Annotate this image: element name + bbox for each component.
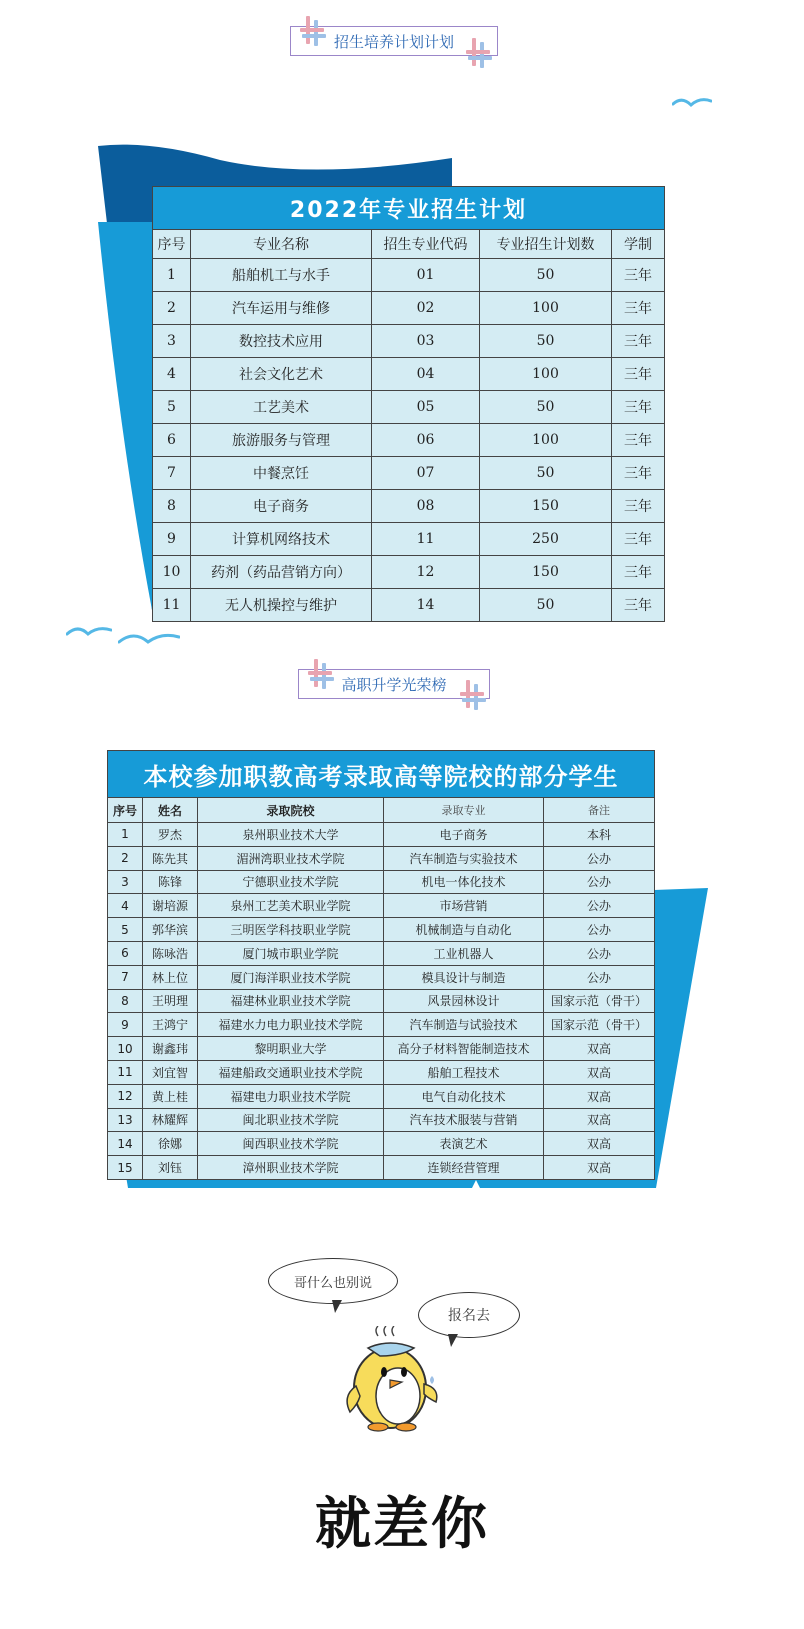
- table-cell: 罗杰: [143, 823, 198, 847]
- table-cell: 07: [372, 457, 480, 490]
- table-cell: 闽北职业技术学院: [198, 1108, 384, 1132]
- table-cell: 15: [108, 1156, 143, 1180]
- table-cell: 150: [480, 490, 612, 523]
- table-cell: 公办: [544, 918, 655, 942]
- table-cell: 汽车制造与实验技术: [384, 846, 544, 870]
- table-cell: 连锁经营管理: [384, 1156, 544, 1180]
- table-cell: 100: [480, 424, 612, 457]
- table-cell: 双高: [544, 1132, 655, 1156]
- table-row: [108, 989, 655, 1013]
- table-cell: 1: [108, 823, 143, 847]
- table-cell: 9: [108, 1013, 143, 1037]
- table-row: [153, 391, 665, 424]
- table-cell: 双高: [544, 1084, 655, 1108]
- table-cell: 5: [153, 391, 191, 424]
- col-header: 招生专业代码: [372, 230, 480, 259]
- table-cell: 中餐烹饪: [191, 457, 372, 490]
- table-cell: 14: [108, 1132, 143, 1156]
- honor-table-header-row: [108, 798, 655, 823]
- table-cell: 4: [153, 358, 191, 391]
- table-cell: 5: [108, 918, 143, 942]
- table-cell: 工业机器人: [384, 941, 544, 965]
- table-cell: 50: [480, 391, 612, 424]
- section-header-honor-label: 高职升学光荣榜: [341, 675, 447, 694]
- table-cell: 50: [480, 259, 612, 292]
- table-cell: 11: [108, 1060, 143, 1084]
- table-cell: 8: [153, 490, 191, 523]
- col-header: 序号: [108, 798, 143, 823]
- table-cell: 10: [108, 1037, 143, 1061]
- table-cell: 7: [108, 965, 143, 989]
- table-cell: 3: [153, 325, 191, 358]
- table-cell: 02: [372, 292, 480, 325]
- col-header: 录取专业: [384, 798, 544, 823]
- table-cell: 三年: [612, 292, 665, 325]
- table-cell: 厦门城市职业学院: [198, 941, 384, 965]
- table-cell: 公办: [544, 870, 655, 894]
- table-cell: 计算机网络技术: [191, 523, 372, 556]
- table-cell: 06: [372, 424, 480, 457]
- table-row: [153, 259, 665, 292]
- table-cell: 黄上桂: [143, 1084, 198, 1108]
- table-cell: 8: [108, 989, 143, 1013]
- table-cell: 三年: [612, 556, 665, 589]
- table-cell: 6: [153, 424, 191, 457]
- table-cell: 13: [108, 1108, 143, 1132]
- plan-table-header-row: [153, 230, 665, 259]
- table-cell: 汽车制造与试验技术: [384, 1013, 544, 1037]
- table-cell: 无人机操控与维护: [191, 589, 372, 622]
- table-cell: 闽西职业技术学院: [198, 1132, 384, 1156]
- table-cell: 漳州职业技术学院: [198, 1156, 384, 1180]
- table-cell: 4: [108, 894, 143, 918]
- table-cell: 50: [480, 325, 612, 358]
- speech-bubble-1: [268, 1258, 398, 1304]
- table-cell: 01: [372, 259, 480, 292]
- table-cell: 湄洲湾职业技术学院: [198, 846, 384, 870]
- table-cell: 三年: [612, 490, 665, 523]
- table-cell: 药剂（药品营销方向）: [191, 556, 372, 589]
- table-row: [153, 325, 665, 358]
- table-cell: 100: [480, 358, 612, 391]
- table-row: [108, 1156, 655, 1180]
- table-cell: 100: [480, 292, 612, 325]
- table-cell: 宁德职业技术学院: [198, 870, 384, 894]
- admission-honor-table: [107, 750, 655, 1180]
- table-cell: 公办: [544, 894, 655, 918]
- table-row: [153, 358, 665, 391]
- table-cell: 刘钰: [143, 1156, 198, 1180]
- table-cell: 船舶工程技术: [384, 1060, 544, 1084]
- table-row: [108, 941, 655, 965]
- table-cell: 11: [153, 589, 191, 622]
- table-cell: 陈咏浩: [143, 941, 198, 965]
- table-row: [153, 424, 665, 457]
- table-cell: 汽车技术服装与营销: [384, 1108, 544, 1132]
- table-cell: 双高: [544, 1108, 655, 1132]
- table-cell: 3: [108, 870, 143, 894]
- table-cell: 机械制造与自动化: [384, 918, 544, 942]
- table-cell: 公办: [544, 846, 655, 870]
- table-row: [108, 1060, 655, 1084]
- penguin-mascot-icon: [332, 1326, 452, 1436]
- table-row: [153, 292, 665, 325]
- table-cell: 三年: [612, 391, 665, 424]
- speech-bubble-1-text: 哥什么也别说: [293, 1275, 372, 1291]
- plus-decoration-icon: [466, 38, 492, 68]
- table-cell: 船舶机工与水手: [191, 259, 372, 292]
- col-header: 专业名称: [191, 230, 372, 259]
- table-row: [153, 457, 665, 490]
- table-cell: 250: [480, 523, 612, 556]
- table-row: [108, 1132, 655, 1156]
- table-cell: 厦门海洋职业技术学院: [198, 965, 384, 989]
- bubble-tail-icon: [330, 1300, 344, 1314]
- table-cell: 福建电力职业技术学院: [198, 1084, 384, 1108]
- table-row: [153, 490, 665, 523]
- table-cell: 双高: [544, 1060, 655, 1084]
- table-cell: 国家示范（骨干）: [544, 989, 655, 1013]
- table-cell: 08: [372, 490, 480, 523]
- table-cell: 王明理: [143, 989, 198, 1013]
- table-cell: 150: [480, 556, 612, 589]
- table-cell: 14: [372, 589, 480, 622]
- table-row: [108, 870, 655, 894]
- table-cell: 公办: [544, 965, 655, 989]
- table-cell: 9: [153, 523, 191, 556]
- table-cell: 黎明职业大学: [198, 1037, 384, 1061]
- table-cell: 三年: [612, 589, 665, 622]
- table-cell: 2: [108, 846, 143, 870]
- table-row: [108, 1084, 655, 1108]
- col-header: 专业招生计划数: [480, 230, 612, 259]
- table-cell: 陈锋: [143, 870, 198, 894]
- table-cell: 高分子材料智能制造技术: [384, 1037, 544, 1061]
- table-cell: 2: [153, 292, 191, 325]
- table-cell: 福建水力电力职业技术学院: [198, 1013, 384, 1037]
- table-cell: 10: [153, 556, 191, 589]
- plus-decoration-icon: [460, 680, 486, 710]
- table-cell: 7: [153, 457, 191, 490]
- col-header: 备注: [544, 798, 655, 823]
- plus-decoration-icon: [308, 659, 334, 689]
- table-cell: 汽车运用与维修: [191, 292, 372, 325]
- table-cell: 王鸿宁: [143, 1013, 198, 1037]
- table-cell: 本科: [544, 823, 655, 847]
- bird-icon: [672, 96, 712, 110]
- table-row: [153, 556, 665, 589]
- table-cell: 徐娜: [143, 1132, 198, 1156]
- honor-table-title: 本校参加职教高考录取高等院校的部分学生: [108, 751, 655, 798]
- bird-icon: [66, 624, 112, 640]
- table-cell: 三年: [612, 523, 665, 556]
- speech-bubble-2-text: 报名去: [448, 1308, 490, 1324]
- table-cell: 04: [372, 358, 480, 391]
- table-cell: 公办: [544, 941, 655, 965]
- col-header: 录取院校: [198, 798, 384, 823]
- table-cell: 双高: [544, 1037, 655, 1061]
- table-cell: 表演艺术: [384, 1132, 544, 1156]
- table-cell: 三年: [612, 325, 665, 358]
- table-cell: 三年: [612, 424, 665, 457]
- slogan-text: 就差你: [315, 1492, 489, 1557]
- table-cell: 双高: [544, 1156, 655, 1180]
- table-row: [108, 965, 655, 989]
- table-cell: 林耀辉: [143, 1108, 198, 1132]
- table-row: [108, 823, 655, 847]
- table-cell: 福建林业职业技术学院: [198, 989, 384, 1013]
- table-cell: 风景园林设计: [384, 989, 544, 1013]
- plan-table-title: 2022年专业招生计划: [153, 187, 665, 230]
- table-cell: 50: [480, 457, 612, 490]
- table-row: [108, 846, 655, 870]
- table-cell: 泉州工艺美术职业学院: [198, 894, 384, 918]
- col-header: 序号: [153, 230, 191, 259]
- table-cell: 12: [372, 556, 480, 589]
- table-cell: 谢鑫玮: [143, 1037, 198, 1061]
- table-cell: 6: [108, 941, 143, 965]
- table-cell: 03: [372, 325, 480, 358]
- col-header: 姓名: [143, 798, 198, 823]
- table-cell: 郭华滨: [143, 918, 198, 942]
- table-cell: 三年: [612, 358, 665, 391]
- table-row: [108, 894, 655, 918]
- table-cell: 1: [153, 259, 191, 292]
- table-cell: 社会文化艺术: [191, 358, 372, 391]
- table-cell: 05: [372, 391, 480, 424]
- table-row: [108, 918, 655, 942]
- table-cell: 旅游服务与管理: [191, 424, 372, 457]
- table-cell: 三年: [612, 457, 665, 490]
- table-cell: 电气自动化技术: [384, 1084, 544, 1108]
- table-cell: 11: [372, 523, 480, 556]
- table-cell: 谢培源: [143, 894, 198, 918]
- table-row: [153, 589, 665, 622]
- table-cell: 电子商务: [384, 823, 544, 847]
- table-cell: 电子商务: [191, 490, 372, 523]
- table-row: [108, 1108, 655, 1132]
- table-cell: 福建船政交通职业技术学院: [198, 1060, 384, 1084]
- table-cell: 林上位: [143, 965, 198, 989]
- table-cell: 50: [480, 589, 612, 622]
- table-cell: 三年: [612, 259, 665, 292]
- table-cell: 国家示范（骨干）: [544, 1013, 655, 1037]
- section-header-plan-label: 招生培养计划计划: [333, 32, 454, 51]
- table-row: [108, 1037, 655, 1061]
- plus-decoration-icon: [300, 16, 326, 46]
- table-cell: 刘宜智: [143, 1060, 198, 1084]
- table-cell: 三明医学科技职业学院: [198, 918, 384, 942]
- table-cell: 市场营销: [384, 894, 544, 918]
- table-cell: 工艺美术: [191, 391, 372, 424]
- table-cell: 12: [108, 1084, 143, 1108]
- table-row: [108, 1013, 655, 1037]
- col-header: 学制: [612, 230, 665, 259]
- table-cell: 陈先其: [143, 846, 198, 870]
- enrollment-plan-table: [152, 186, 665, 622]
- table-row: [153, 523, 665, 556]
- bird-icon: [118, 630, 180, 648]
- table-cell: 机电一体化技术: [384, 870, 544, 894]
- table-cell: 数控技术应用: [191, 325, 372, 358]
- table-cell: 模具设计与制造: [384, 965, 544, 989]
- table-cell: 泉州职业技术大学: [198, 823, 384, 847]
